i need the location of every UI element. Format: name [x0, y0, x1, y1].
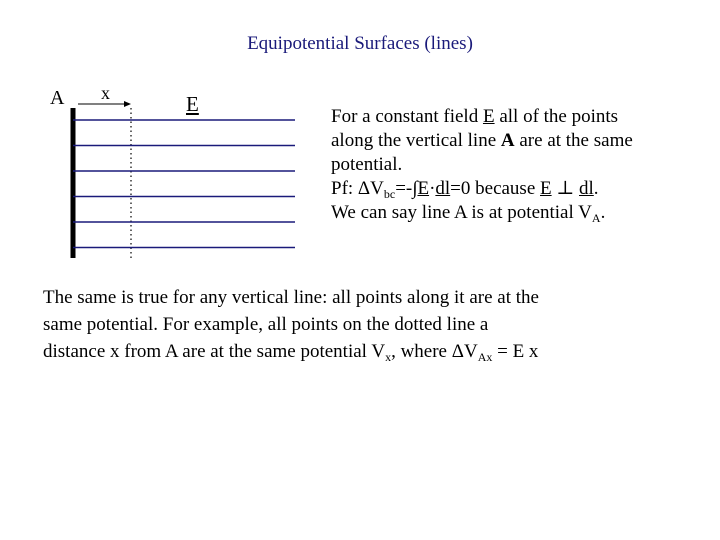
field-e-label: E [186, 92, 199, 116]
explanation-line-2: along the vertical line A are at the same [331, 130, 633, 151]
paragraph-line-1: The same is true for any vertical line: all points along it are at the [43, 287, 539, 308]
paragraph-line-3: distance x from A are at the same potential $V_x$, where $\Delta V_{Ax} = E$ x [43, 341, 539, 364]
page-title: Equipotential Surfaces (lines) [247, 33, 473, 54]
paragraph-text [43, 284, 713, 365]
explanation-line-5: We can say line A is at potential $V_A$. [331, 202, 606, 225]
field-lines [73, 120, 295, 248]
explanation-line-3: potential. [331, 154, 403, 175]
explanation-line-1: For a constant field E all of the points [331, 106, 619, 127]
paragraph-line-2: same potential. For example, all points on the dotted line a [43, 314, 489, 335]
explanation-line-4: Pf: $\Delta V_{bc}=-\int E\cdot dl=0$ because E ⊥ dl. [331, 178, 599, 201]
distance-x-arrowhead [124, 101, 131, 107]
distance-x-label: x [101, 83, 110, 103]
line-a-label: A [50, 87, 65, 109]
explanation-text [331, 105, 720, 225]
